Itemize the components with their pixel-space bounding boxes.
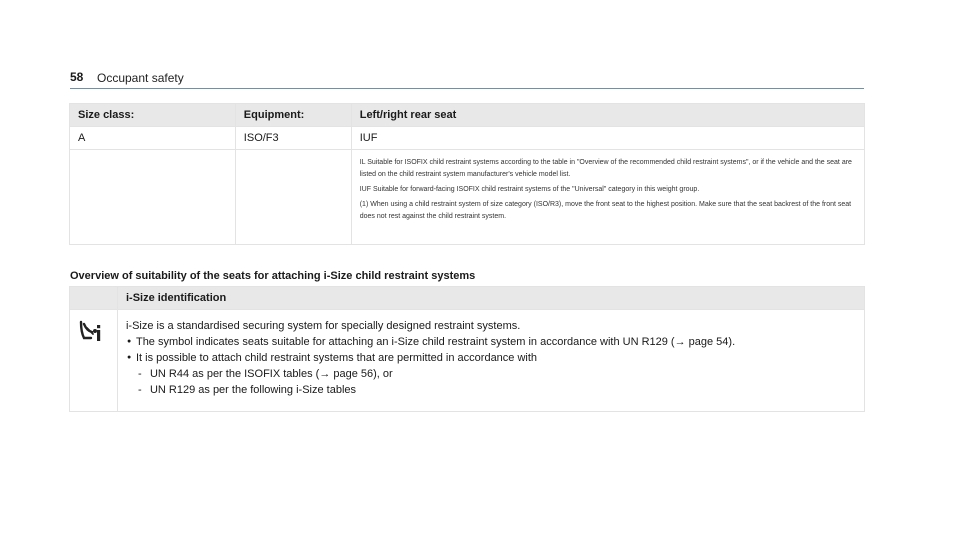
isofix-seat-table	[69, 103, 865, 245]
cell-rear-seat: IUF	[351, 127, 864, 150]
column-header-equipment: Equipment:	[235, 104, 351, 127]
isize-description	[117, 310, 864, 412]
empty-cell	[235, 150, 351, 245]
page-header	[70, 70, 864, 90]
list-item: - UN R44 as per the ISOFIX tables (→ page 56), or	[126, 366, 864, 382]
notes	[360, 150, 864, 223]
note-iuf: IUF Suitable for forward-facing ISOFIX child restraint systems of the "Universal" category in this weight group.	[359, 186, 700, 193]
table-row	[70, 310, 865, 412]
isize-table	[69, 286, 865, 412]
header-divider	[70, 88, 864, 89]
isize-child-seat-icon	[78, 318, 104, 344]
list-item: ● It is possible to attach child restraint systems that are permitted in accordance with	[126, 350, 864, 366]
icon-cell	[70, 310, 118, 412]
list-item: - UN R129 as per the following i-Size tables	[126, 382, 864, 398]
column-header-isize: i-Size identification	[117, 287, 864, 310]
note-il: IL Suitable for ISOFIX child restraint systems according to the table in "Overview of the recommended child restraint systems", or if the vehicle and the seat are listed on the child restraint system manufacturer's vehicle model list.	[359, 159, 852, 178]
cell-equipment: ISO/F3	[235, 127, 351, 150]
column-header-rear-seat: Left/right rear seat	[351, 104, 864, 127]
page-number: 58	[70, 70, 84, 84]
isize-intro: i-Size is a standardised securing system for specially designed restraint systems.	[125, 320, 521, 332]
column-header-size-class: Size class:	[70, 104, 236, 127]
section-title: Occupant safety	[97, 71, 184, 85]
table-header-row	[70, 104, 865, 127]
table-notes-row	[70, 150, 865, 245]
isize-list	[126, 334, 864, 398]
notes-cell	[351, 150, 864, 245]
empty-cell	[70, 150, 236, 245]
overview-title: Overview of suitability of the seats for attaching i-Size child restraint systems	[70, 270, 476, 282]
empty-header-cell	[70, 287, 118, 310]
table-row	[70, 127, 865, 150]
table-header-row	[70, 287, 865, 310]
cell-size-class: A	[70, 127, 236, 150]
note-footnote-1: (1) When using a child restraint system of size category (ISO/R3), move the front seat to the highest position. Make sure that the seat backrest of the front seat does not rest against the child restraint system.	[359, 201, 852, 220]
list-item: ● The symbol indicates seats suitable for attaching an i-Size child restraint system in accordance with UN R129 (→ page 54).	[126, 334, 864, 350]
